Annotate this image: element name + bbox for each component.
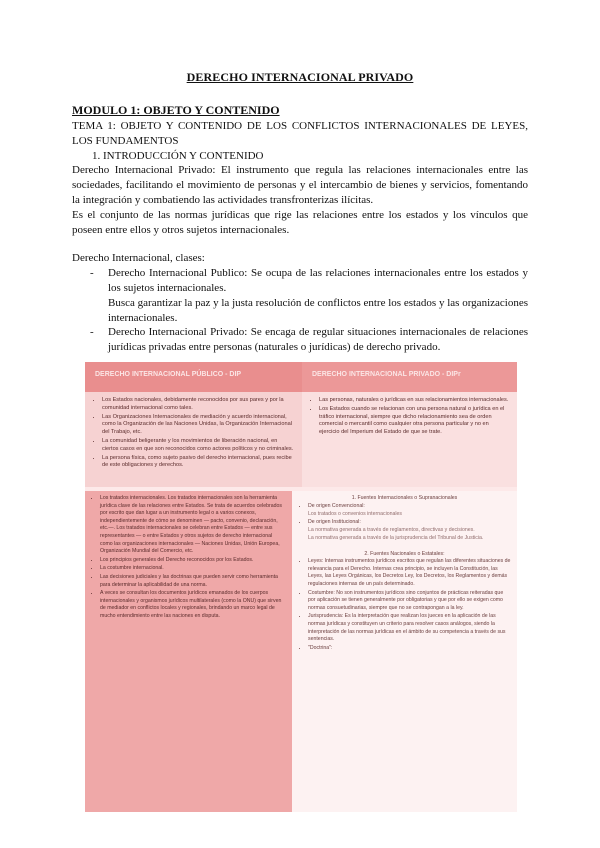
table-cell-sources-dipr	[292, 491, 517, 812]
list-item-continuation	[90, 296, 528, 326]
table-cell-sources-dip	[85, 491, 292, 812]
clases-label: Derecho Internacional, clases:	[72, 252, 205, 264]
list-item: • Los tratados internacionales. Los tratados internacionales son la herramienta jurídica clave de las relaciones entre Estados. Se trata de acuerdos celebrados por escrito que dan lugar a un instrumento legal o a varios conexos, independientemente de cómo se denominen — pacto, convenio, declaración, etc.—. Los tratados internacionales se celebran entre Estados — entre sus representantes — o entre Estados y otros sujetos de derecho internacional como las organizaciones internacionales — Naciones Unidas, Unión Europea, Organización Mundial del Comercio, etc.	[100, 495, 286, 556]
list-item: • La comunidad beligerante y los movimientos de liberación nacional, en ciertos casos en que son reconocidos como actores políticos y no criminales.	[102, 438, 294, 454]
list-item: • Las personas, naturales o jurídicas en sus relacionamientos internacionales.	[319, 397, 509, 405]
list-item-text: Derecho Internacional Privado: Se encaga de regular situaciones internacionales de relaciones jurídicas privadas entre personas (naturales o jurídicas) de derecho privado.	[108, 326, 528, 353]
list-item: • "Doctrina":	[308, 645, 511, 653]
list-item: • A veces se consultan los documentos jurídicos emanados de los cuerpos internacionales y organismos jurídicos multilaterales (como la ONU) que sirven de mediador en conflictos locales y regionales, brindando un marco legal de mucho entendimiento entre las naciones en disputa.	[100, 590, 286, 620]
list-item: • De origen Convencional:	[308, 503, 511, 511]
list-item: • La costumbre internacional.	[100, 565, 286, 573]
list-item-text: Busca garantizar la paz y la justa resolución de conflictos entre los estados y las organizaciones internacionales.	[108, 297, 528, 324]
section-heading: 1. INTRODUCCIÓN Y CONTENIDO	[92, 150, 264, 162]
list-item: • De origen Institucional:	[308, 519, 511, 527]
table-cell-subjects-dip	[85, 392, 302, 487]
list-item: • Los Estados nacionales, debidamente reconocidos por sus pares y por la comunidad internacional como tales.	[102, 397, 294, 413]
sources-heading: 2. Fuentes Nacionales o Estatales:	[364, 550, 445, 557]
paragraph-conjunto: Es el conjunto de las normas jurídicas que rige las relaciones entre los estados y los vínculos que poseen entre ellos y otros sujetos internacionales.	[72, 209, 528, 236]
list-item	[90, 325, 528, 355]
list-item: • Las Organizaciones Internacionales de mediación y acuerdo internacional, como la Organización de las Naciones Unidas, la Organización Internacional del Trabajo, etc.	[102, 414, 294, 437]
paragraph-definition: Derecho Internacional Privado: El instrumento que regula las relaciones internacionales entre las sociedades, facilitando el movimiento de personas y el intercambio de bienes y servicios, fomentando la integración y combatiendo las actividades transfronterizas ilícitas.	[72, 164, 528, 206]
list-item: • Los principios generales del Derecho reconocidos por los Estados.	[100, 557, 286, 565]
list-item: • Leyes: Internas instrumentos jurídicos escritos que regulan las diferentes situaciones de relevancia para el Derecho. Internas crea principio, se incluyen la Constitución, las Leyes, las Leyes Orgánicas, los Decretos Ley, los Decretos, los Reglamentos y demás regulaciones internas de un país determinado.	[308, 558, 511, 588]
list-item: • La persona física, como sujeto pasivo del derecho internacional, pues recibe de este obligaciones y derechos.	[102, 455, 294, 471]
list-item: • Costumbre: No son instrumentos jurídicos sino conjuntos de prácticas reiteradas que por aplicación se tienen generalmente por obligatorias y que por ello se exigen como normas consuetudinarias, siempre que no se contrapongan a la ley.	[308, 590, 511, 613]
dash-bullet: -	[90, 267, 94, 279]
topic-heading: TEMA 1: OBJETO Y CONTENIDO DE LOS CONFLICTOS INTERNACIONALES DE LEYES, LOS FUNDAMENTOS	[72, 120, 528, 147]
list-item: • Los Estados cuando se relacionan con una persona natural o jurídica en el tráfico internacional, siempre que dicho relacionamiento sea de orden comercial o mercantil como cualquier otra persona particular y no en ejercicio del Imperium del Estado de que se trate.	[319, 406, 509, 437]
list-item	[90, 266, 528, 296]
document-title: DERECHO INTERNACIONAL PRIVADO	[186, 70, 414, 84]
list-item: • Jurisprudencia: Es la interpretación que realizan los jueces en la aplicación de las normas jurídicas y constituyen un criterio para resolver casos análogos, siendo la interpretación de las normas jurídicas en el ámbito de su competencia a través de sus sentencias.	[308, 613, 511, 643]
table-header-dipr: DERECHO INTERNACIONAL PRIVADO - DIPr	[302, 362, 517, 392]
module-heading: MODULO 1: OBJETO Y CONTENIDO	[72, 103, 280, 117]
sources-heading: 1. Fuentes Internacionales o Supranacionales	[351, 495, 458, 501]
list-item: La normativa generada a través de la jurisprudencia del Tribunal de Justicia.	[308, 534, 484, 541]
dash-bullet: -	[90, 326, 94, 338]
comparison-table-image	[85, 362, 517, 812]
list-item: • Las decisiones judiciales y las doctrinas que pueden servir como herramienta para determinar la aplicabilidad de una norma.	[100, 574, 286, 589]
table-cell-subjects-dipr	[302, 392, 517, 487]
list-item: La normativa generada a través de reglamentos, directivas y decisiones.	[308, 527, 475, 534]
list-item-text: Derecho Internacional Publico: Se ocupa de las relaciones internacionales entre los estados y los sujetos internacionales.	[108, 267, 528, 294]
list-item: Los tratados o convenios internacionales	[308, 511, 403, 518]
table-header-dip: DERECHO INTERNACIONAL PÚBLICO - DIP	[85, 362, 302, 392]
